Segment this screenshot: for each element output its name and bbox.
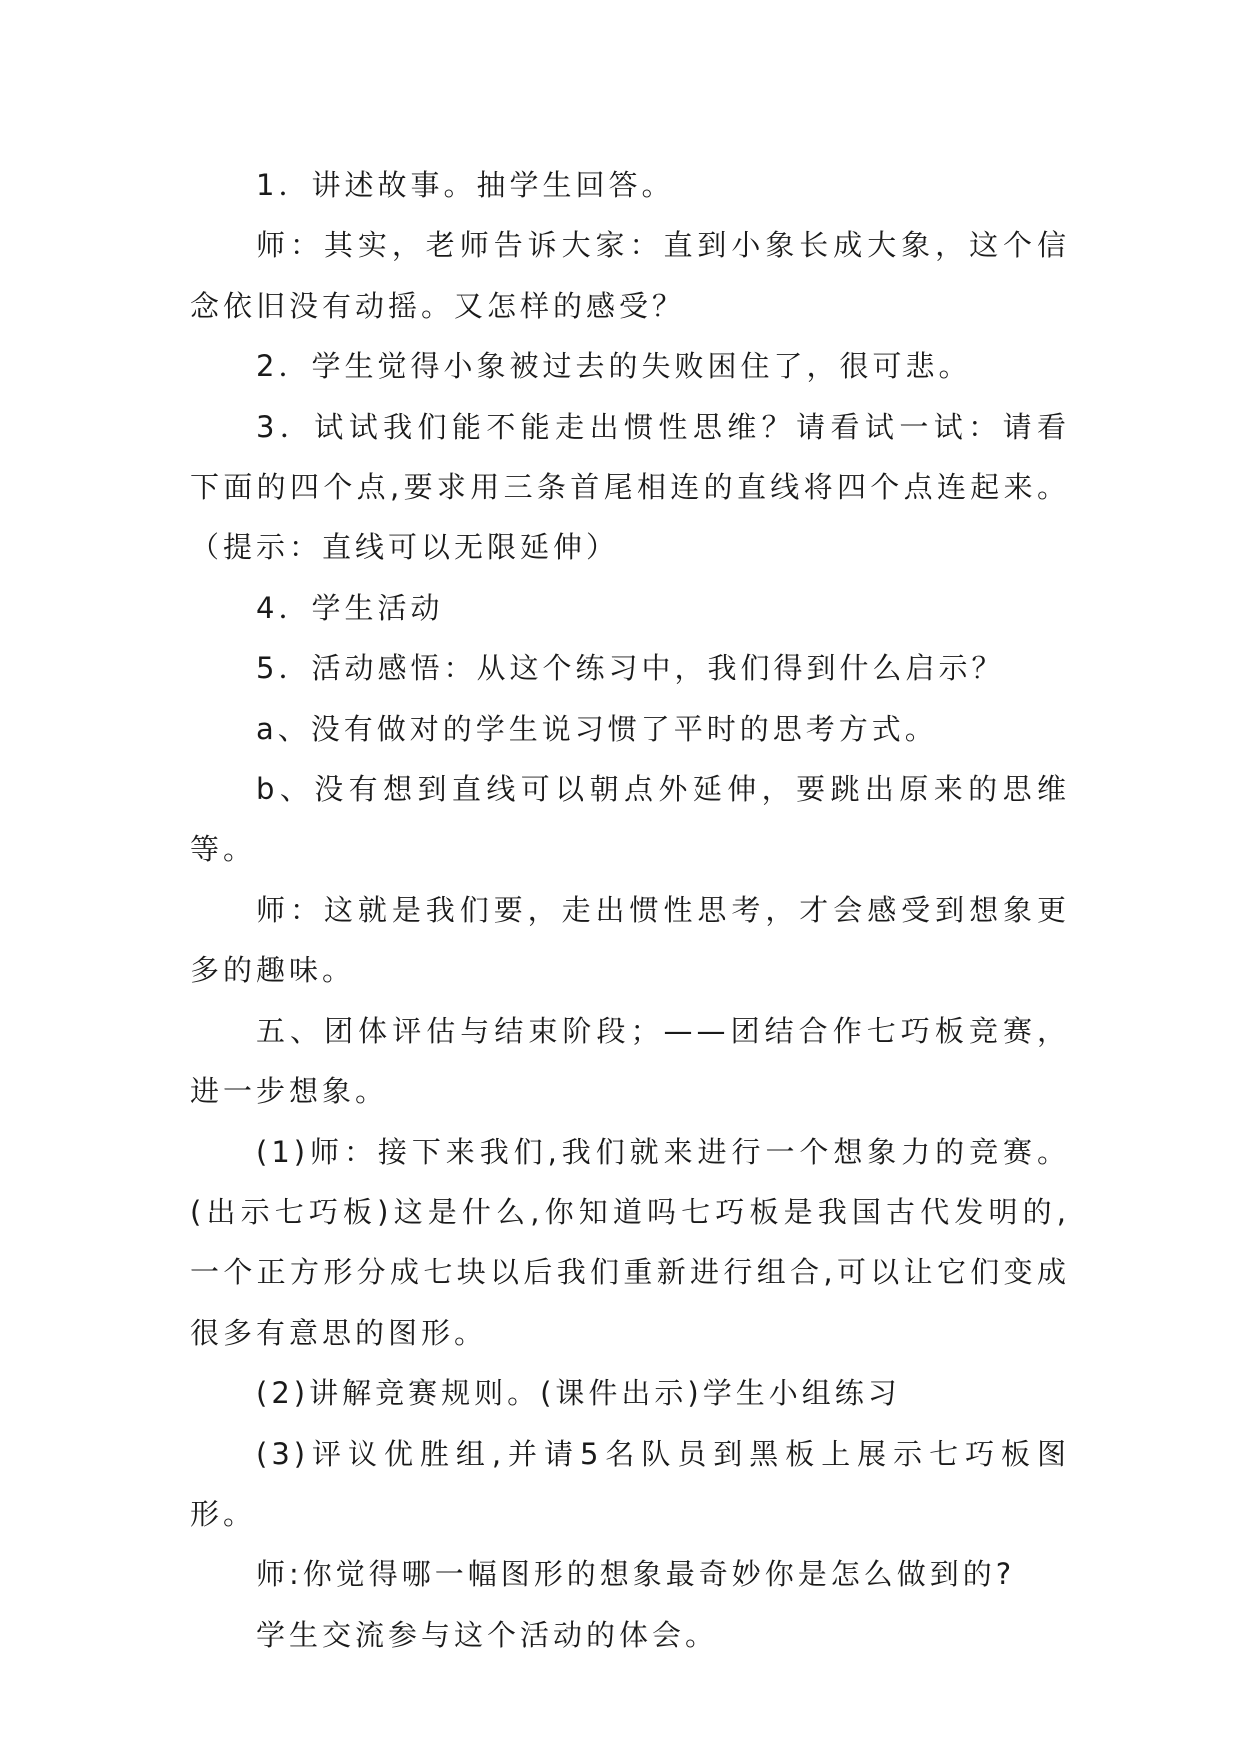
paragraph-step-2: 2．学生觉得小象被过去的失败困住了，很可悲。	[256, 349, 972, 384]
document-body	[190, 155, 1070, 1665]
paragraph-teacher-note-2: 师：这就是我们要，走出惯性思考，才会感受到想象更多的趣味。	[190, 892, 1070, 988]
paragraph-sub-2: (2)讲解竞赛规则。(课件出示)学生小组练习	[256, 1376, 901, 1411]
paragraph-item-a: a、没有做对的学生说习惯了平时的思考方式。	[256, 711, 938, 746]
paragraph-step-3: 3．试试我们能不能走出惯性思维？请看试一试：请看下面的四个点,要求用三条首尾相连的直线将四个点连起来。（提示：直线可以无限延伸）	[190, 409, 1070, 565]
paragraph-closing: 学生交流参与这个活动的体会。	[256, 1617, 719, 1652]
paragraph-section-five: 五、团体评估与结束阶段；——团结合作七巧板竞赛，进一步想象。	[190, 1013, 1070, 1109]
paragraph-step-1: 1．讲述故事。抽学生回答。	[256, 168, 675, 202]
paragraph-step-4: 4．学生活动	[256, 590, 444, 625]
paragraph-sub-1: (1)师：接下来我们,我们就来进行一个想象力的竞赛。(出示七巧板)这是什么,你知道吗七巧板是我国古代发明的,一个正方形分成七块以后我们重新进行组合,可以让它们变成很多有意思的图形。	[190, 1134, 1070, 1350]
paragraph-item-b: b、没有想到直线可以朝点外延伸，要跳出原来的思维等。	[190, 772, 1070, 867]
paragraph-sub-3: (3)评议优胜组,并请5名队员到黑板上展示七巧板图形。	[190, 1436, 1070, 1531]
paragraph-step-5: 5．活动感悟：从这个练习中，我们得到什么启示？	[256, 651, 1005, 686]
paragraph-teacher-note-1: 师：其实，老师告诉大家：直到小象长成大象，这个信念依旧没有动摇。又怎样的感受？	[190, 228, 1070, 323]
paragraph-teacher-question: 师:你觉得哪一幅图形的想象最奇妙你是怎么做到的?	[256, 1557, 1016, 1592]
